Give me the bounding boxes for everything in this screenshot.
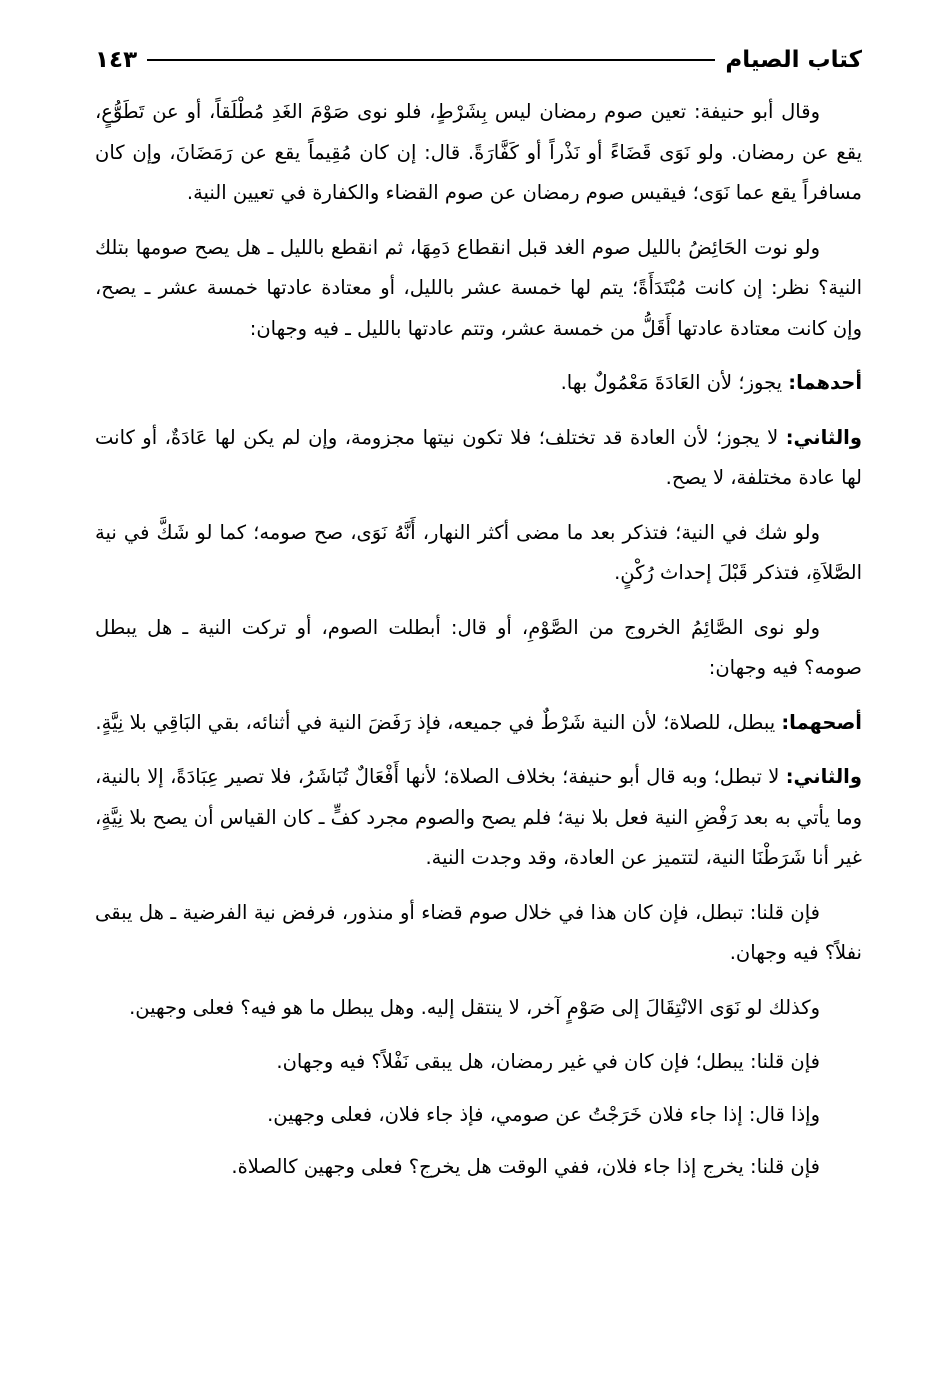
paragraph: وكذلك لو نَوَى الانْتِقَالَ إلى صَوْمٍ آخر، لا ينتقل إليه. وهل يبطل ما هو فيه؟ فعلى وجهين. <box>129 995 820 1019</box>
chapter-title: كتاب الصيام <box>725 47 862 73</box>
paragraph: والثاني: لا تبطل؛ وبه قال أبو حنيفة؛ بخلاف الصلاة؛ لأنها أَفْعَالٌ تُبَاشَرُ، فلا تصير عِبَادَةً، إلا بالنية، وما يأتي به بعد رَفْضِ النية فعل بلا نية؛ فلم يصح والصوم مجرد كفٍّ ـ كان القياس أن يصح بلا نِيَّةٍ، غير أنا شَرَطْنَا النية، لتتميز عن العادة، وقد وجدت النية. <box>95 765 862 869</box>
page-number: ١٤٣ <box>95 47 138 73</box>
paragraph: أصحهما: يبطل، للصلاة؛ لأن النية شَرْطٌ في جميعه، فإذ رَفَضَ النية في أثنائه، بقي البَاقِي بلا نِيَّةٍ. <box>95 710 862 734</box>
paragraph: ولو شك في النية؛ فتذكر بعد ما مضى أكثر النهار، أَنَّهُ نَوَى، صح صومه؛ كما لو شَكَّ في نية الصَّلاَةِ، فتذكر قَبْلَ إحداث رُكْنٍ. <box>95 520 862 584</box>
sub-paragraph: فإن قلنا: يبطل؛ فإن كان في غير رمضان، هل يبقى نَفْلاً؟ فيه وجهان. <box>276 1050 820 1073</box>
paragraph: فإن قلنا: تبطل، فإن كان هذا في خلال صوم قضاء أو منذور، فرفض نية الفرضية ـ هل يبقى نفلاً؟ فيه وجهان. <box>95 900 862 964</box>
paragraph: ولو نوت الحَائِضُ بالليل صوم الغد قبل انقطاع دَمِهَا، ثم انقطع بالليل ـ هل يصح صومها بتلك النية؟ نظر: إن كانت مُبْتَدَأَةً؛ يتم لها خمسة عشر بالليل، أو معتادة عادتها خمسة عشر ـ يصح، وإن كانت معتادة عادتها أَقَلُّ من خمسة عشر، وتتم عادتها بالليل ـ فيه وجهان: <box>95 235 862 340</box>
page-body <box>95 92 862 1200</box>
paragraph-lead: والثاني: <box>785 765 862 788</box>
paragraph-lead: أصحهما: <box>781 710 862 734</box>
header-rule <box>147 59 715 61</box>
paragraph: أحدهما: يجوز؛ لأن العَادَةَ مَعْمُولٌ بها. <box>560 371 862 394</box>
sub-paragraph: وإذا قال: إذا جاء فلان خَرَجْتُ عن صومي، فإذ جاء فلان، فعلى وجهين. <box>267 1102 820 1126</box>
paragraph: والثاني: لا يجوز؛ لأن العادة قد تختلف؛ فلا تكون نيتها مجزومة، وإن لم يكن لها عَادَةٌ، أو كانت لها عادة مختلفة، لا يصح. <box>95 425 862 489</box>
paragraph: ولو نوى الصَّائِمُ الخروج من الصَّوْمِ، أو قال: أبطلت الصوم، أو تركت النية ـ هل يبطل صومه؟ فيه وجهان: <box>95 615 862 679</box>
paragraph: وقال أبو حنيفة: تعين صوم رمضان ليس بِشَرْطٍ، فلو نوى صَوْمَ الغَدِ مُطْلَقاً، أو عن تَطَوُّعٍ، يقع عن رمضان. ولو نَوَى قَضَاءً أو نَذْراً أو كَفَّارَةً. قال: إن كان مُقِيماً يقع عن رَمَضَانَ، وإن كان مسافراً يقع عما نَوَى؛ فيقيس صوم رمضان عن صوم القضاء والكفارة في تعيين النية. <box>95 100 862 204</box>
sub-paragraph: فإن قلنا: يخرج إذا جاء فلان، ففي الوقت هل يخرج؟ فعلى وجهين كالصلاة. <box>231 1155 820 1178</box>
paragraph-lead: أحدهما: <box>788 371 862 394</box>
running-header <box>95 40 862 80</box>
paragraph-lead: والثاني: <box>785 425 862 449</box>
